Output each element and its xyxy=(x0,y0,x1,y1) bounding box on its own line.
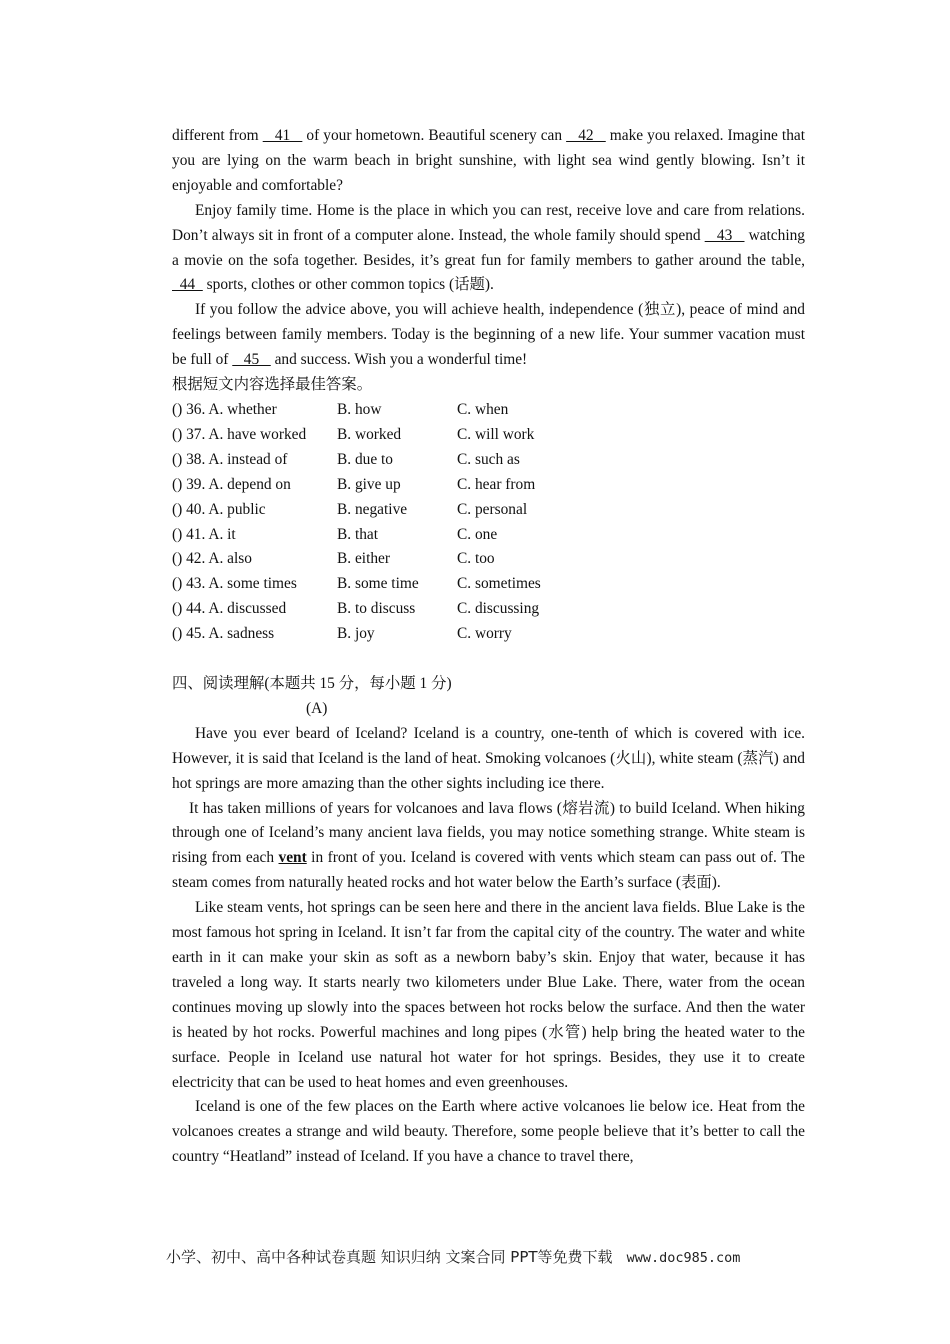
question-43: () 43. A. some times B. some time C. sometimes xyxy=(172,575,541,593)
footer-url[interactable]: www.doc985.com xyxy=(626,1250,741,1266)
question-37: () 37. A. have worked B. worked C. will work xyxy=(172,425,535,443)
reading-paragraph-3: Like steam vents, hot springs can be seen here and there in the ancient lava fields. Blue Lake is the most famous hot spring in Iceland. It isn’t far from the capital city of the country. The water and white earth in it can make your skin as soft as a newborn baby’s skin. Enjoy that water, because it has traveled a long way. It starts nearly two kilometers under Blue Lake. There, water from the ocean continues moving up slowly into the spaces between hot rocks below the surface. And then the water is heated by hot rocks. Powerful machines and long pipes (水管) help bring the heated water to the surface. People in Iceland use natural hot water for hot springs. Besides, they use it to create electricity that can be used to heat homes and even greenhouses. xyxy=(172,899,805,1091)
blank-42: 42 xyxy=(566,127,606,144)
question-list xyxy=(172,398,805,647)
section-heading: 四、阅读理解(本题共 15 分，每小题 1 分) xyxy=(172,675,452,693)
blank-43: 43 xyxy=(704,226,745,244)
question-36: () 36. A. whether B. how C. when xyxy=(172,400,509,418)
question-39: () 39. A. depend on B. give up C. hear from xyxy=(172,475,536,493)
spacer xyxy=(172,647,805,672)
passage-paragraph-2: Enjoy family time. Home is the place in which you can rest, receive love and care from relations. Don’t always sit in front of a computer alone. Instead, the whole family should spend 43 watching a movie on the sofa together. Besides, it’s great fun for family members to gather around the table, 44 sports, clothes or other common topics (话题). xyxy=(172,201,805,294)
passage-paragraph-3: If you follow the advice above, you will achieve health, independence (独立), peace of mind and feelings between family members. Today is the beginning of a new life. Your summer vacation must be full of 45 and success. Wish you a wonderful time! xyxy=(172,301,805,369)
document-page xyxy=(172,124,805,1170)
question-45: () 45. A. sadness B. joy C. worry xyxy=(172,625,512,643)
question-44: () 44. A. discussed B. to discuss C. discussing xyxy=(172,600,540,618)
blank-41: 41 xyxy=(262,127,303,144)
reading-paragraph-4: Iceland is one of the few places on the Earth where active volcanoes lie below ice. Heat from the volcanoes creates a strange and wild beauty. Therefore, some people believe that it’s better to call the country “Heatland” instead of Iceland. If you have a chance to travel there, xyxy=(172,1098,805,1166)
blank-44: 44 xyxy=(172,276,203,294)
reading-paragraph-2: It has taken millions of years for volcanoes and lava flows (熔岩流) to build Iceland. When hiking through one of Iceland’s many ancient lava fields, you may notice something strange. White steam is rising from each vent in front of you. Iceland is covered with vents which steam can pass out of. The steam comes from naturally heated rocks and hot water below the Earth’s surface (表面). xyxy=(172,799,805,892)
vent-word: vent xyxy=(278,849,307,867)
question-41: () 41. A. it B. that C. one xyxy=(172,525,498,543)
question-40: () 40. A. public B. negative C. personal xyxy=(172,500,528,518)
question-38: () 38. A. instead of B. due to C. such as xyxy=(172,450,520,468)
passage-label: (A) xyxy=(306,699,328,717)
question-42: () 42. A. also B. either C. too xyxy=(172,550,495,568)
reading-paragraph-1: Have you ever beard of Iceland? Iceland is a country, one-tenth of which is covered with ice. However, it is said that Iceland is the land of heat. Smoking volcanoes (火山), white steam (蒸汽) and hot springs are more amazing than the other sights including ice there. xyxy=(172,724,805,792)
blank-45: 45 xyxy=(232,351,271,369)
passage-paragraph-1: different from 41 of your hometown. Beautiful scenery can 42 make you relaxed. Imagine that you are lying on the warm beach in bright sunshine, with light sea wind gently blowing. Isn’t it enjoyable and comfortable? xyxy=(172,127,805,194)
instruction: 根据短文内容选择最佳答案。 xyxy=(172,376,373,394)
footer-text: 小学、初中、高中各种试卷真题 知识归纳 文案合同 PPT等免费下载 xyxy=(166,1248,613,1266)
footer xyxy=(166,1246,740,1267)
